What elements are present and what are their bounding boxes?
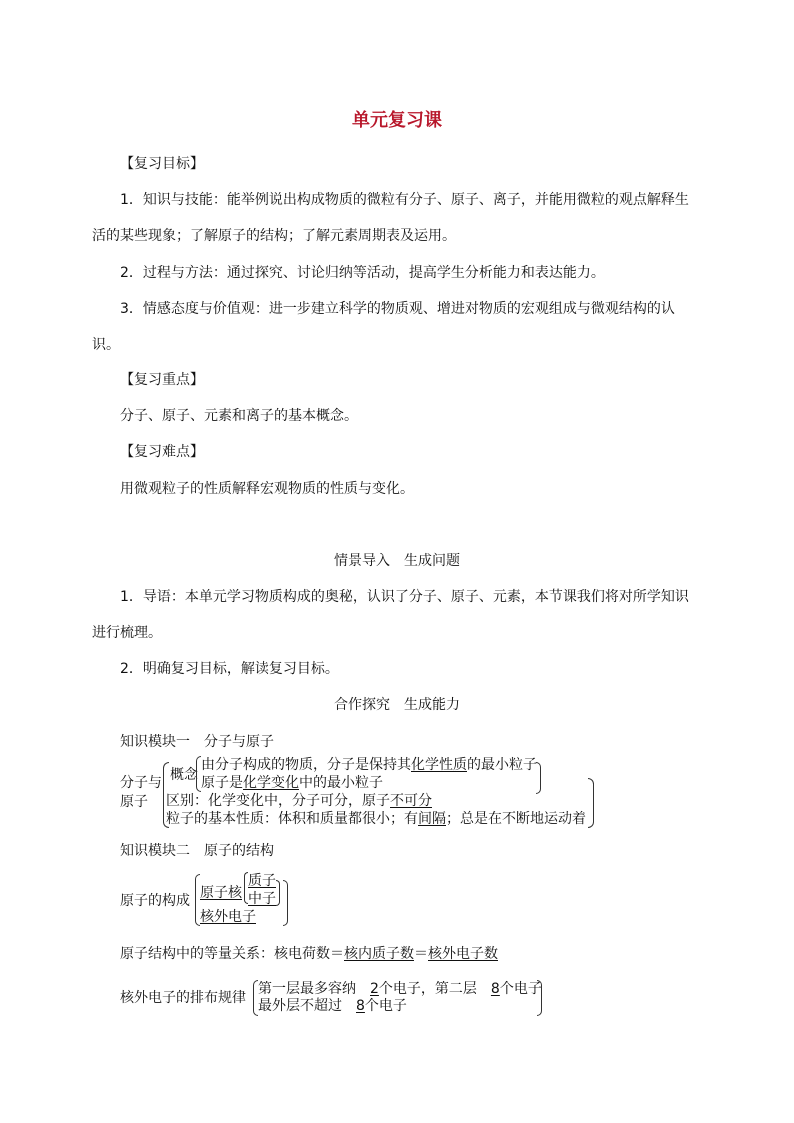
module1-concept-1: 由分子构成的物质，分子是保持其化学性质的最小粒子: [201, 757, 537, 773]
objective-3-line2: 识。: [92, 337, 120, 353]
electron-rule-right-brace: [537, 980, 542, 1016]
intro-item-2: 2．明确复习目标，解读复习目标。: [120, 661, 339, 677]
difficulties-text: 用微观粒子的性质解释宏观物质的性质与变化。: [120, 481, 414, 497]
nucleus-label: 原子核: [200, 885, 242, 901]
proton-label: 质子: [248, 873, 276, 889]
module2-heading: 知识模块二 原子的结构: [120, 843, 274, 859]
module1-root-line2: 原子: [120, 794, 148, 810]
module2-root: 原子的构成: [120, 893, 190, 909]
module1-root-line1: 分子与: [120, 775, 162, 791]
intro-heading: 情景导入 生成问题: [334, 553, 460, 569]
key-points-text: 分子、原子、元素和离子的基本概念。: [120, 408, 358, 424]
module2-outer-right-brace: [283, 880, 288, 926]
electron-rule-label: 核外电子的排布规律: [120, 990, 246, 1006]
objective-3-line1: 3．情感态度与价值观：进一步建立科学的物质观、增进对物质的宏观组成与微观结构的认: [120, 301, 675, 317]
electron-rule-1: 第一层最多容纳 2个电子，第二层 8个电子: [258, 981, 542, 997]
intro-item-1-line2: 进行梳理。: [92, 625, 162, 641]
electron-label: 核外电子: [200, 909, 256, 925]
module1-concept-right-brace: [536, 762, 541, 794]
neutron-label: 中子: [248, 891, 276, 907]
objectives-heading: 【复习目标】: [120, 156, 204, 172]
module1-heading: 知识模块一 分子与原子: [120, 734, 274, 750]
intro-item-1-line1: 1．导语：本单元学习物质构成的奥秘，认识了分子、原子、元素，本节课我们将对所学知识: [120, 589, 689, 605]
key-points-heading: 【复习重点】: [120, 372, 204, 388]
module1-outer-right-brace: [588, 778, 594, 828]
module1-properties: 粒子的基本性质：体积和质量都很小；有间隔；总是在不断地运动着: [166, 811, 586, 827]
module1-difference: 区别：化学变化中，分子可分，原子不可分: [166, 793, 432, 809]
difficulties-heading: 【复习难点】: [120, 444, 204, 460]
module1-concept-label: 概念: [170, 767, 198, 783]
explore-heading: 合作探究 生成能力: [334, 697, 460, 713]
electron-rule-2: 最外层不超过 8个电子: [258, 998, 407, 1014]
equality-relation: 原子结构中的等量关系：核电荷数＝核内质子数＝核外电子数: [120, 946, 498, 962]
module1-concept-2: 原子是化学变化中的最小粒子: [201, 775, 383, 791]
objective-1-line1: 1．知识与技能：能举例说出构成物质的微粒有分子、原子、离子，并能用微粒的观点解释生: [120, 192, 689, 208]
nucleus-right-brace: [276, 880, 280, 906]
objective-1-line2: 活的某些现象；了解原子的结构；了解元素周期表及运用。: [92, 228, 456, 244]
objective-2: 2．过程与方法：通过探究、讨论归纳等活动，提高学生分析能力和表达能力。: [120, 265, 605, 281]
page-title: 单元复习课: [352, 110, 442, 131]
